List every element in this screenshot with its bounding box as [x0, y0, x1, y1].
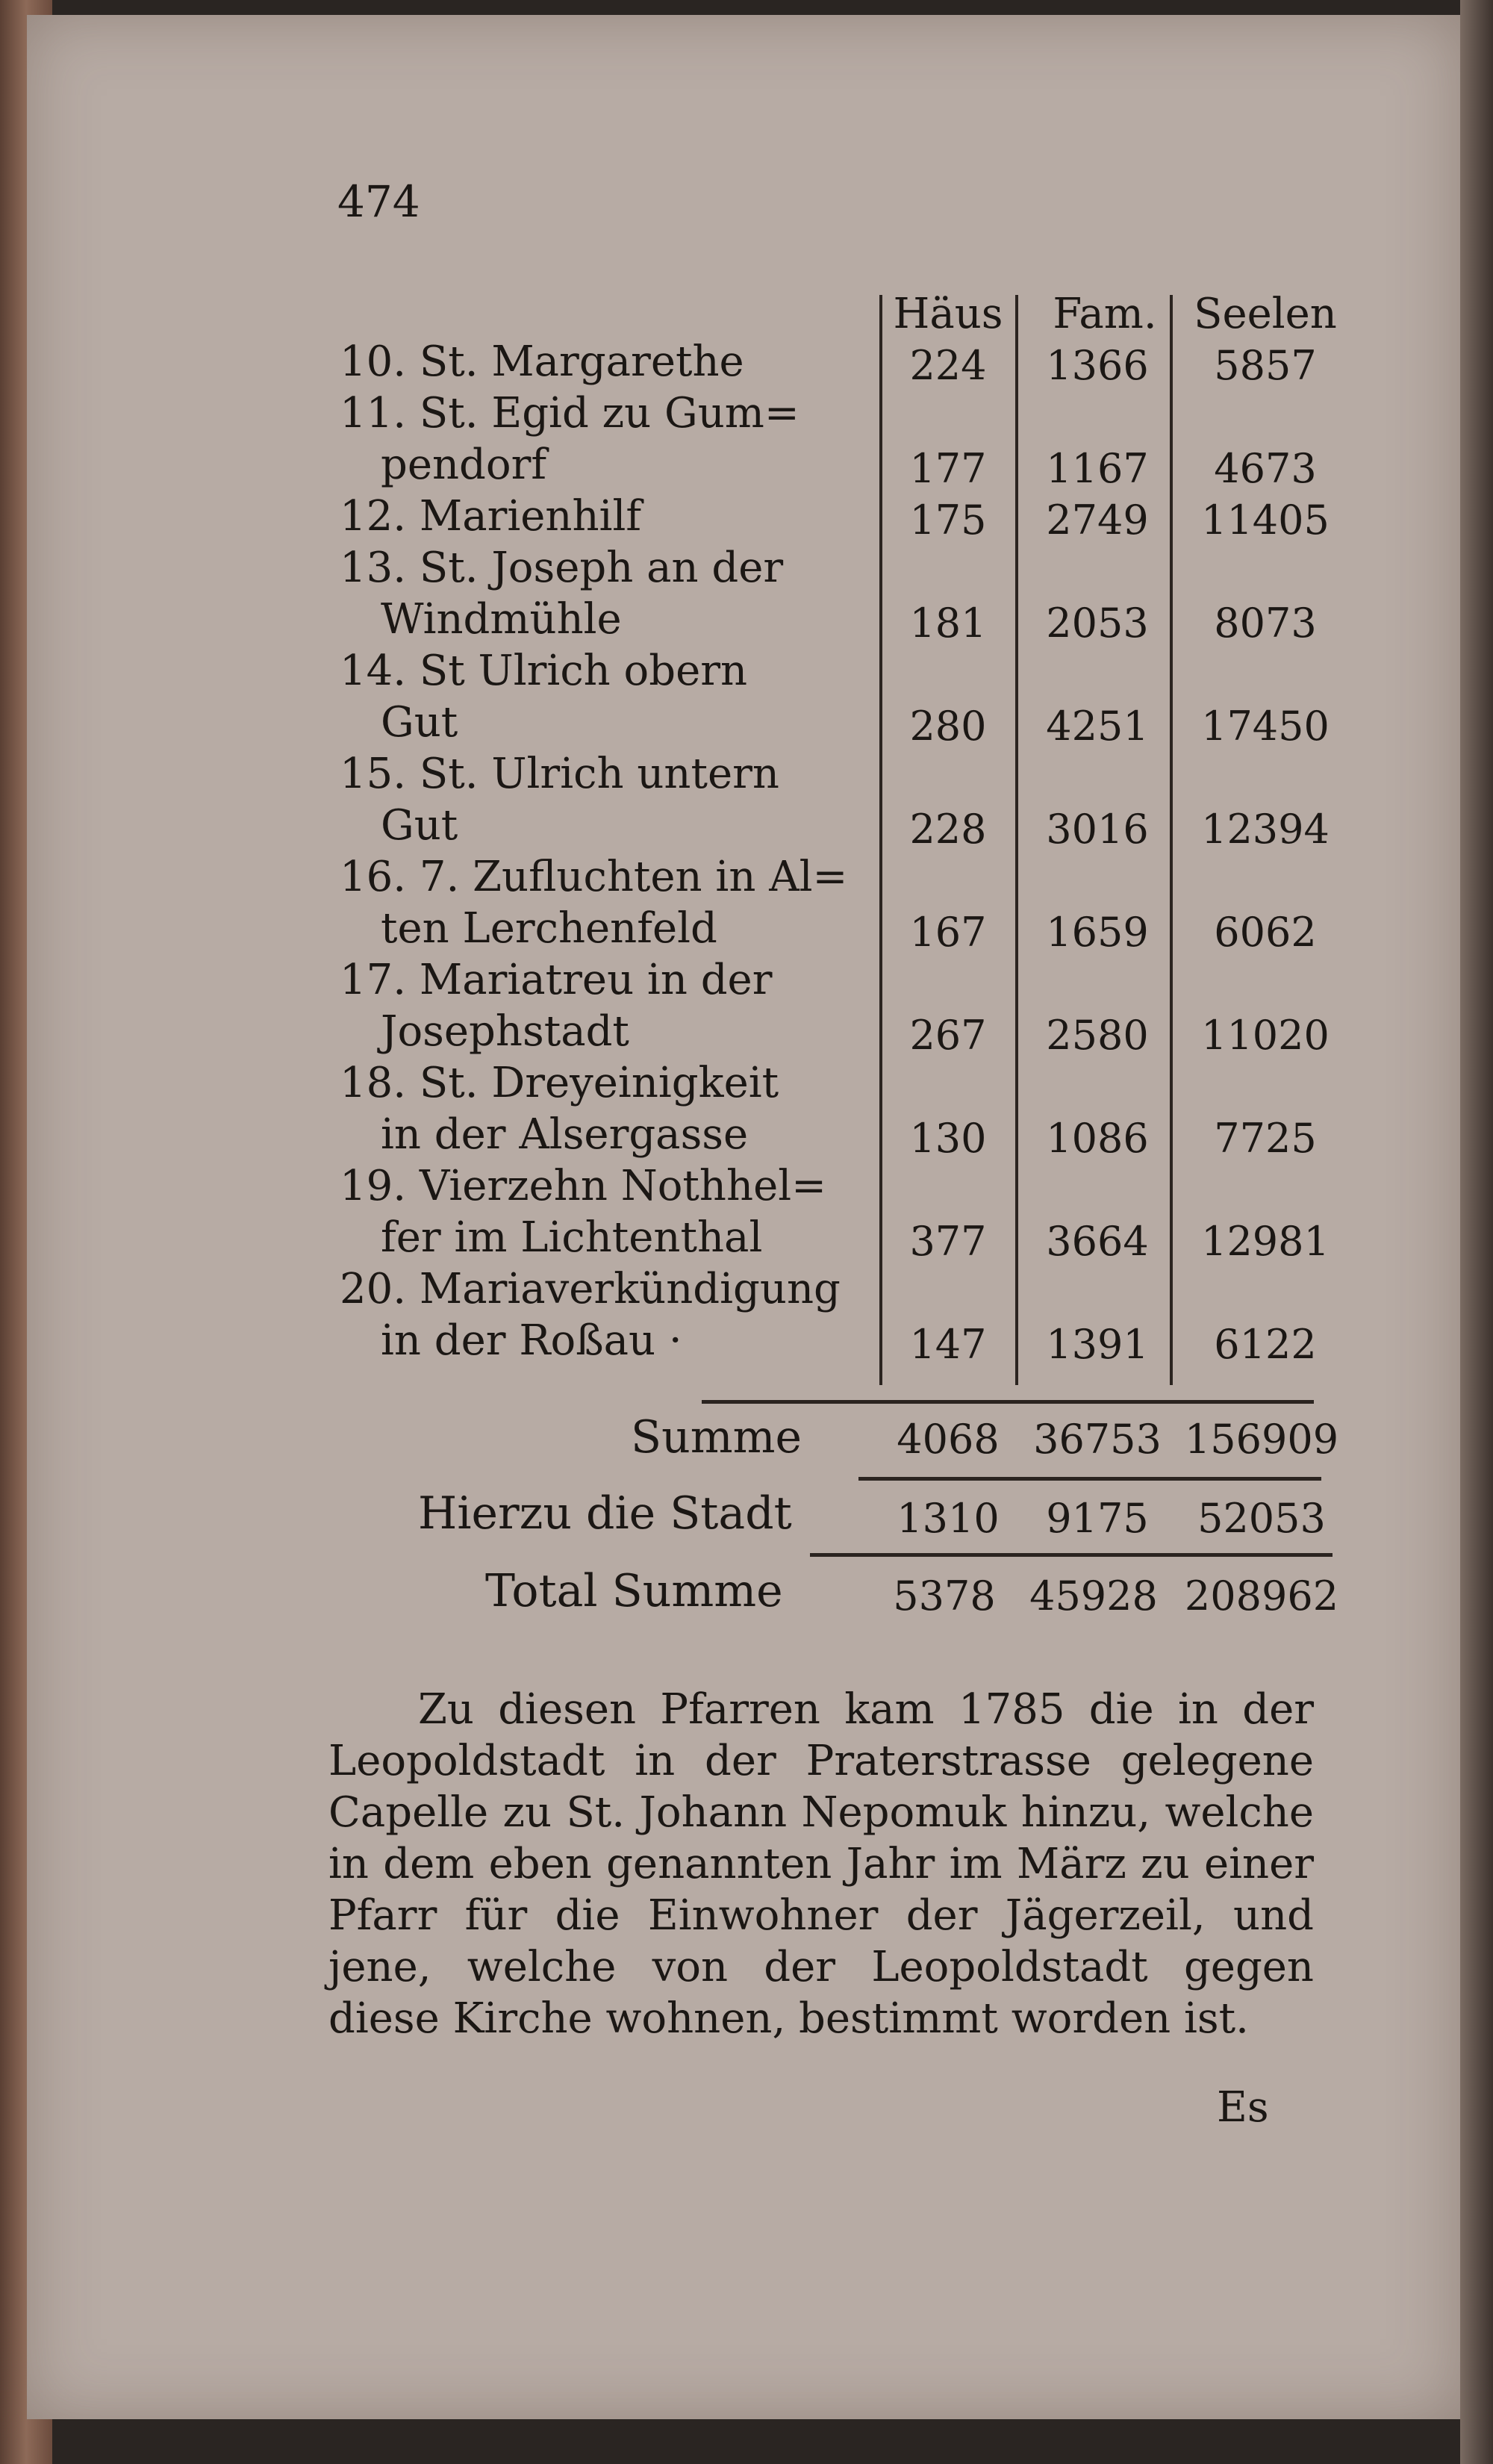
- total-label: Total Summe: [485, 1565, 783, 1617]
- cell-houses: 224: [909, 342, 987, 389]
- cell-houses: 167: [909, 909, 987, 956]
- summe-houses: 4068: [897, 1416, 1000, 1463]
- stadt-souls: 52053: [1197, 1495, 1326, 1542]
- stadt-houses: 1310: [897, 1495, 1000, 1542]
- cell-houses: 377: [909, 1218, 987, 1265]
- row-label-line: Gut: [381, 801, 458, 850]
- row-label-line: 18. St. Dreyeinigkeit: [340, 1059, 779, 1107]
- row-label-line: 12. Marienhilf: [340, 492, 642, 541]
- row-label-line: 14. St Ulrich obern: [340, 647, 748, 695]
- cell-houses: 280: [909, 703, 987, 750]
- row-label-line: 20. Mariaverkündigung: [340, 1265, 841, 1313]
- cell-souls: 5857: [1214, 342, 1317, 389]
- total-souls: 208962: [1184, 1572, 1339, 1620]
- cell-souls: 12394: [1201, 806, 1330, 853]
- page-edge: [1460, 0, 1493, 2464]
- paragraph-text: Zu diesen Pfarren kam 1785 die in der Leopoldstadt in der Praterstrasse gelegene Capelle zu St. Johann Nepomuk hinzu, welche in dem eben genannten Jahr im März zu einer Pfarr für die Einwohner der Jägerzeil, und jene, welche von der Leopoldstadt gegen diese Kirche wohnen, bestimmt worden ist.: [328, 1685, 1314, 2043]
- stadt-families: 9175: [1046, 1495, 1149, 1542]
- cell-families: 1167: [1046, 445, 1149, 492]
- cell-souls: 8073: [1214, 600, 1317, 647]
- row-label-line: ten Lerchenfeld: [381, 904, 717, 953]
- row-label-line: pendorf: [381, 441, 547, 489]
- row-label-line: 17. Mariatreu in der: [340, 956, 773, 1004]
- row-label-line: in der Alsergasse: [381, 1110, 749, 1159]
- cell-houses: 228: [909, 806, 987, 853]
- cell-houses: 181: [909, 600, 987, 647]
- cell-souls: 7725: [1214, 1115, 1317, 1162]
- row-label-line: 15. St. Ulrich untern: [340, 750, 779, 798]
- summe-label: Summe: [631, 1411, 802, 1463]
- sum-rule: [702, 1400, 1314, 1404]
- row-label-line: Gut: [381, 698, 458, 747]
- header-souls: Seelen: [1194, 290, 1337, 338]
- page-number: 474: [337, 176, 420, 227]
- row-label-line: Josephstadt: [381, 1007, 629, 1056]
- row-label-line: in der Roßau ·: [381, 1316, 682, 1365]
- total-houses: 5378: [893, 1572, 996, 1620]
- total-rule: [810, 1553, 1333, 1557]
- cell-families: 2053: [1046, 600, 1149, 647]
- row-label-line: fer im Lichtenthal: [381, 1213, 763, 1262]
- row-label-line: 10. St. Margarethe: [340, 337, 744, 386]
- cell-souls: 4673: [1214, 445, 1317, 492]
- cell-souls: 12981: [1201, 1218, 1330, 1265]
- cell-houses: 267: [909, 1012, 987, 1059]
- cell-souls: 11405: [1201, 497, 1330, 544]
- row-label-line: 11. St. Egid zu Gum=: [340, 389, 800, 438]
- cell-families: 1659: [1046, 909, 1149, 956]
- row-label-line: 13. St. Joseph an der: [340, 544, 784, 592]
- header-houses: Häus: [893, 290, 1003, 338]
- row-label-line: 16. 7. Zufluchten in Al=: [340, 853, 848, 901]
- cell-houses: 175: [909, 497, 987, 544]
- cell-souls: 17450: [1201, 703, 1330, 750]
- summe-families: 36753: [1033, 1416, 1162, 1463]
- stadt-label: Hierzu die Stadt: [418, 1487, 792, 1540]
- stadt-rule: [858, 1477, 1321, 1481]
- cell-families: 2580: [1046, 1012, 1149, 1059]
- cell-families: 1391: [1046, 1321, 1149, 1368]
- cell-houses: 147: [909, 1321, 987, 1368]
- cell-families: 1086: [1046, 1115, 1149, 1162]
- body-paragraph: [328, 1684, 1314, 2044]
- row-label-line: 19. Vierzehn Nothhel=: [340, 1162, 827, 1210]
- cell-houses: 177: [909, 445, 987, 492]
- header-families: Fam.: [1053, 290, 1157, 338]
- cell-families: 3664: [1046, 1218, 1149, 1265]
- cell-souls: 6122: [1214, 1321, 1317, 1368]
- cell-families: 4251: [1046, 703, 1149, 750]
- cell-souls: 6062: [1214, 909, 1317, 956]
- total-families: 45928: [1029, 1572, 1158, 1620]
- row-label-line: Windmühle: [381, 595, 622, 644]
- cell-houses: 130: [909, 1115, 987, 1162]
- cell-families: 2749: [1046, 497, 1149, 544]
- cell-souls: 11020: [1201, 1012, 1330, 1059]
- summe-souls: 156909: [1184, 1416, 1339, 1463]
- cell-families: 1366: [1046, 342, 1149, 389]
- catchword: Es: [1217, 2083, 1269, 2132]
- cell-families: 3016: [1046, 806, 1149, 853]
